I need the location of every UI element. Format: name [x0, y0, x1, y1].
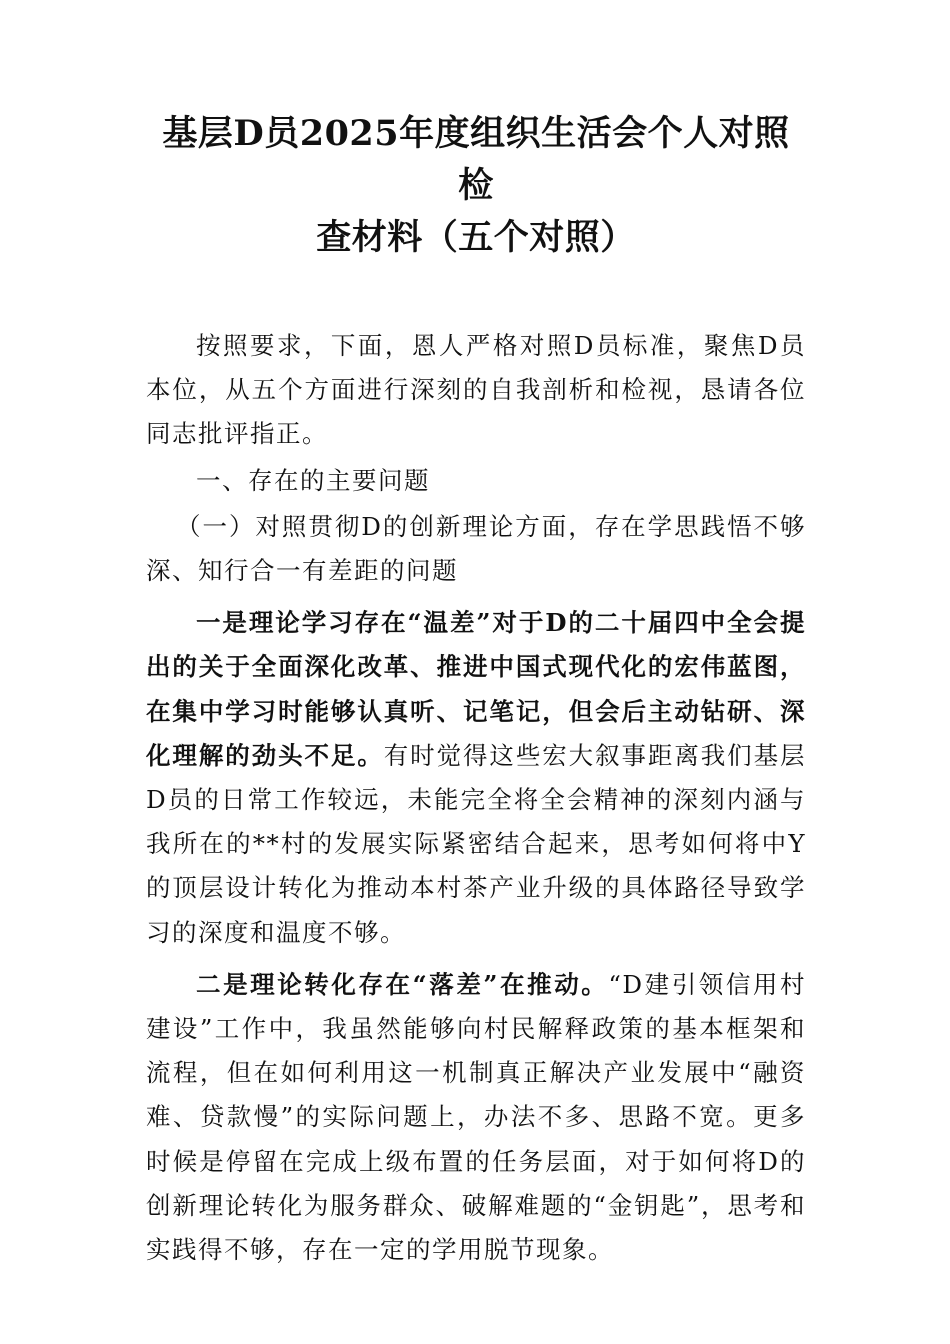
point-1-paragraph	[146, 601, 806, 955]
document-page	[146, 108, 806, 1272]
title-line-2: 查材料（五个对照）	[316, 217, 636, 258]
point-2-bold-text: 二是理论转化存在“落差”在推动。	[196, 969, 609, 999]
point-1-normal-text: 有时觉得这些宏大叙事距离我们基层D员的日常工作较远，未能完全将全会精神的深刻内涵与我所在的**村的发展实际紧密结合起来，思考如何将中Y的顶层设计转化为推动本村茶产业升级的具体路径导致学习的深度和温度不够。	[146, 740, 806, 947]
document-body	[146, 324, 806, 1272]
point-1-bold-text: 一是理论学习存在“温差”对于D的二十届四中全会提出的关于全面深化改革、推进中国式现代化的宏伟蓝图，在集中学习时能够认真听、记笔记，但会后主动钻研、深化理解的劲头不足。	[146, 608, 806, 770]
document-title	[146, 108, 806, 264]
point-2-paragraph	[146, 963, 806, 1272]
title-line-1: 基层D员2025年度组织生活会个人对照检	[162, 113, 790, 206]
subsection-heading: （一）对照贯彻D的创新理论方面，存在学思践悟不够深、知行合一有差距的问题	[146, 511, 806, 586]
intro-paragraph: 按照要求，下面，恩人严格对照D员标准，聚焦D员本位，从五个方面进行深刻的自我剖析和检视，恳请各位同志批评指正。	[146, 331, 806, 449]
section-heading: 一、存在的主要问题	[196, 465, 430, 495]
point-2-normal-text: “D建引领信用村建设”工作中，我虽然能够向村民解释政策的基本框架和流程，但在如何利用这一机制真正解决产业发展中“融资难、贷款慢”的实际问题上，办法不多、思路不宽。更多时候是停留在完成上级布置的任务层面，对于如何将D的创新理论转化为服务群众、破解难题的“金钥匙”，思考和实践得不够，存在一定的学用脱节现象。	[146, 969, 807, 1265]
